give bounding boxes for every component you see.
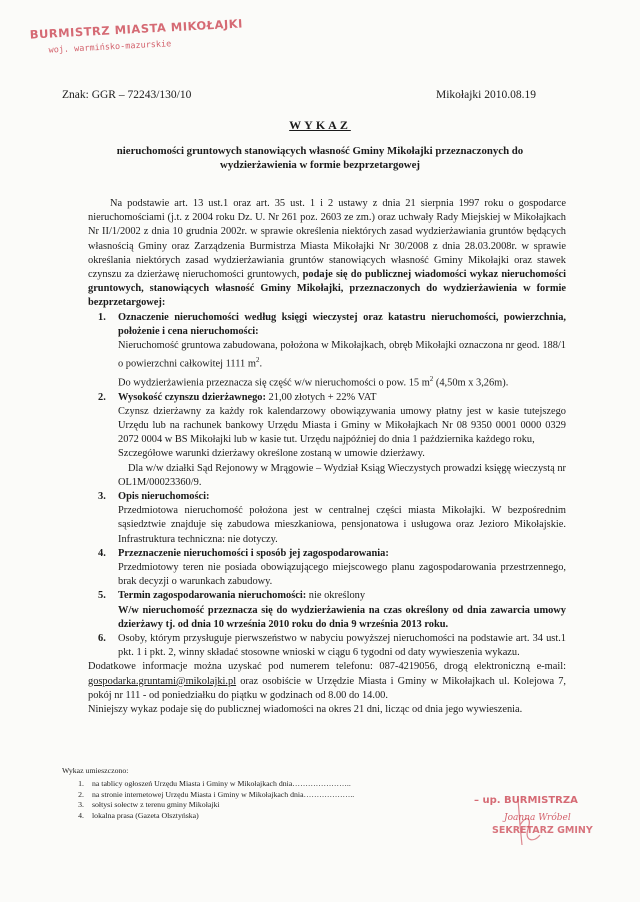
publication-paragraph: Niniejszy wykaz podaje się do publicznej wiadomości na okres 21 dni, licząc od dnia jego wywieszenia. [88, 704, 523, 716]
note-item [62, 811, 482, 822]
item-text: Osoby, którym przysługuje pierwszeństwo w nabyciu powyższej nieruchomości na podstawie art. 34 ust.1 pkt. 1 i pkt. 2, winny składać stosowne wnioski w ciągu 6 tygodni od daty wywieszenia wykazu. [118, 633, 566, 659]
intro-paragraph [88, 197, 566, 311]
note-number: 4. [78, 811, 84, 821]
document-title: WYKAZ [289, 118, 351, 132]
list-item [88, 490, 566, 547]
document-date: Mikołajki 2010.08.19 [436, 89, 536, 101]
item-heading: Opis nieruchomości: [118, 491, 210, 502]
note-text: sołtysi sołectw z terenu gminy Mikołajki [92, 800, 220, 810]
contact-text: Dodatkowe informacje można uzyskać pod numerem telefonu: 087-4219056, drogą elektroniczną e-mail: [88, 661, 566, 673]
note-number: 1. [78, 778, 84, 788]
item-number: 1. [98, 311, 106, 323]
signature-stamp [474, 795, 594, 855]
item-number: 5. [98, 590, 106, 602]
contact-text-tail: oraz osobiście w Urzędzie Miasta i Gminy w Mikołajkach ul. Kolejowa 7, pokój nr 111 - od poniedziałku do piątku w godzinach od 8.00 do 14.00. [88, 675, 566, 701]
note-text: lokalna prasa (Gazeta Olsztyńska) [92, 811, 199, 821]
item-heading-tail: nie określony [306, 590, 366, 602]
signature-stamp-line-1: – up. BURMISTRZA [474, 795, 578, 806]
document-body [88, 197, 566, 717]
item-number: 6. [98, 633, 106, 645]
item-text: Szczegółowe warunki dzierżawy określone zostaną w umowie dzierżawy. [118, 448, 425, 460]
list-item [88, 547, 566, 590]
item-text: Czynsz dzierżawny za każdy rok kalendarzowy obowiązywania umowy płatny jest w kasie tutejszego Urzędu lub na rachunek bankowy Urzędu Miasta i Gminy w Mikołajkach Nr 08 9350 0001 0000 0329 2072 0004 w BS Mikołajki lub w kasie tut. Urzędu najpóźniej do dnia 1 października każdego roku, [118, 405, 566, 446]
contact-paragraph [88, 660, 566, 703]
office-stamp [29, 16, 244, 56]
items-list [88, 311, 566, 661]
stamp-line-2: woj. warmińsko-mazurskie [48, 39, 172, 56]
item-number: 2. [98, 391, 106, 403]
note-text: na tablicy ogłoszeń Urzędu Miasta i Gminy w Mikołajkach dnia………………….. [92, 778, 351, 788]
item-heading: Termin zagospodarowania nieruchomości: [118, 590, 307, 602]
email-link[interactable]: gospodarka.gruntami@mikolajki.pl [88, 675, 237, 687]
note-number: 3. [78, 800, 84, 810]
distribution-notes [62, 766, 482, 822]
signature-stamp-line-2: Joanna Wróbel [504, 813, 571, 823]
item-number: 3. [98, 491, 106, 502]
list-item [88, 589, 566, 632]
note-text: na stronie internetowej Urzędu Miasta i Gminy w Mikołajkach dnia……………….. [92, 789, 355, 799]
note-item [62, 800, 482, 811]
intro-text: Na podstawie art. 13 ust.1 oraz art. 35 ust. 1 i 2 ustawy z dnia 21 sierpnia 1997 roku o gospodarce nieruchomościami (j.t. z 2004 roku Dz. U. Nr 261 poz. 2603 ze zm.) oraz uchwały Rady Miejskiej w Mikołajkach Nr II/1/2002 z dnia 10 grudnia 2002r. w sprawie określenia niektórych zasad wydzierżawiania gruntów będących własnością Gminy oraz Zarządzenia Burmistrza Miasta Mikołajki Nr 30/2008 z dnia 28.03.2008r. w sprawie określania niektórych zasad wydzierżawiania gruntów stanowiących własność Gminy Mikołajki oraz stawek czynszu za dzierżawę nieruchomości gruntowych, [88, 198, 566, 281]
item-heading-tail: 21,00 złotych + 22% VAT [265, 391, 377, 403]
document-subtitle: nieruchomości gruntowych stanowiących własność Gminy Mikołajki przeznaczonych do wydzierżawienia w formie bezprzetargowej [116, 145, 524, 171]
note-number: 2. [78, 789, 84, 799]
handwritten-signature [474, 795, 594, 855]
list-item [88, 632, 566, 660]
notes-list [62, 779, 482, 822]
item-heading: Przeznaczenie nieruchomości i sposób jej zagospodarowania: [118, 547, 389, 559]
item-text: Nieruchomość gruntowa zabudowana, położona w Mikołajkach, obręb Mikołajki oznaczona nr geod. 188/1 o powierzchni całkowitej 1111 $m^2$. [118, 340, 566, 370]
item-heading: Wysokość czynszu dzierżawnego: [118, 391, 266, 403]
item-heading: Oznaczenie nieruchomości według księgi wieczystej oraz katastru nieruchomości, powierzchnia, położenie i cena nieruchomości: [118, 311, 566, 337]
note-item [62, 790, 482, 801]
item-text: W/w nieruchomość przeznacza się do wydzierżawienia na czas określony od dnia zawarcia umowy dzierżawy tj. od dnia 10 września 2010 roku do dnia 9 września 2013 roku. [118, 604, 566, 630]
list-item [88, 311, 566, 391]
list-item [88, 391, 566, 490]
item-text: Do wydzierżawienia przeznacza się część w/w nieruchomości o pow. 15 $m^2$ (4,50m x 3,26m). [118, 374, 509, 389]
stamp-line-1: BURMISTRZ MIASTA MIKOŁAJKI [29, 16, 244, 42]
item-text: Przedmiotowa nieruchomość położona jest w centralnej części miasta Mikołajki. W bezpośrednim sąsiedztwie znajduje się zabudowa mieszkaniowa, pensjonatowa i usługowa oraz Jezioro Mikołajskie. Infrastruktura techniczna: nie dotyczy. [118, 505, 566, 545]
signature-stamp-line-3: SEKRETARZ GMINY [492, 825, 593, 836]
item-text: Dla w/w działki Sąd Rejonowy w Mrągowie – Wydział Ksiąg Wieczystych prowadzi księgę wieczystą nr OL1M/00023360/9. [118, 462, 566, 488]
notes-header: Wykaz umieszczono: [62, 766, 129, 775]
reference-number: Znak: GGR – 72243/130/10 [62, 89, 192, 101]
intro-bold-text: podaje się do publicznej wiadomości wykaz nieruchomości gruntowych, stanowiących własność Gminy Mikołajki, przeznaczonych do wydzierżawienia w formie bezprzetargowej: [88, 269, 566, 309]
note-item [62, 779, 482, 790]
item-number: 4. [98, 547, 106, 559]
item-text: Przedmiotowy teren nie posiada obowiązującego miejscowego planu zagospodarowania przestrzennego, brak decyzji o warunkach zabudowy. [118, 562, 566, 588]
